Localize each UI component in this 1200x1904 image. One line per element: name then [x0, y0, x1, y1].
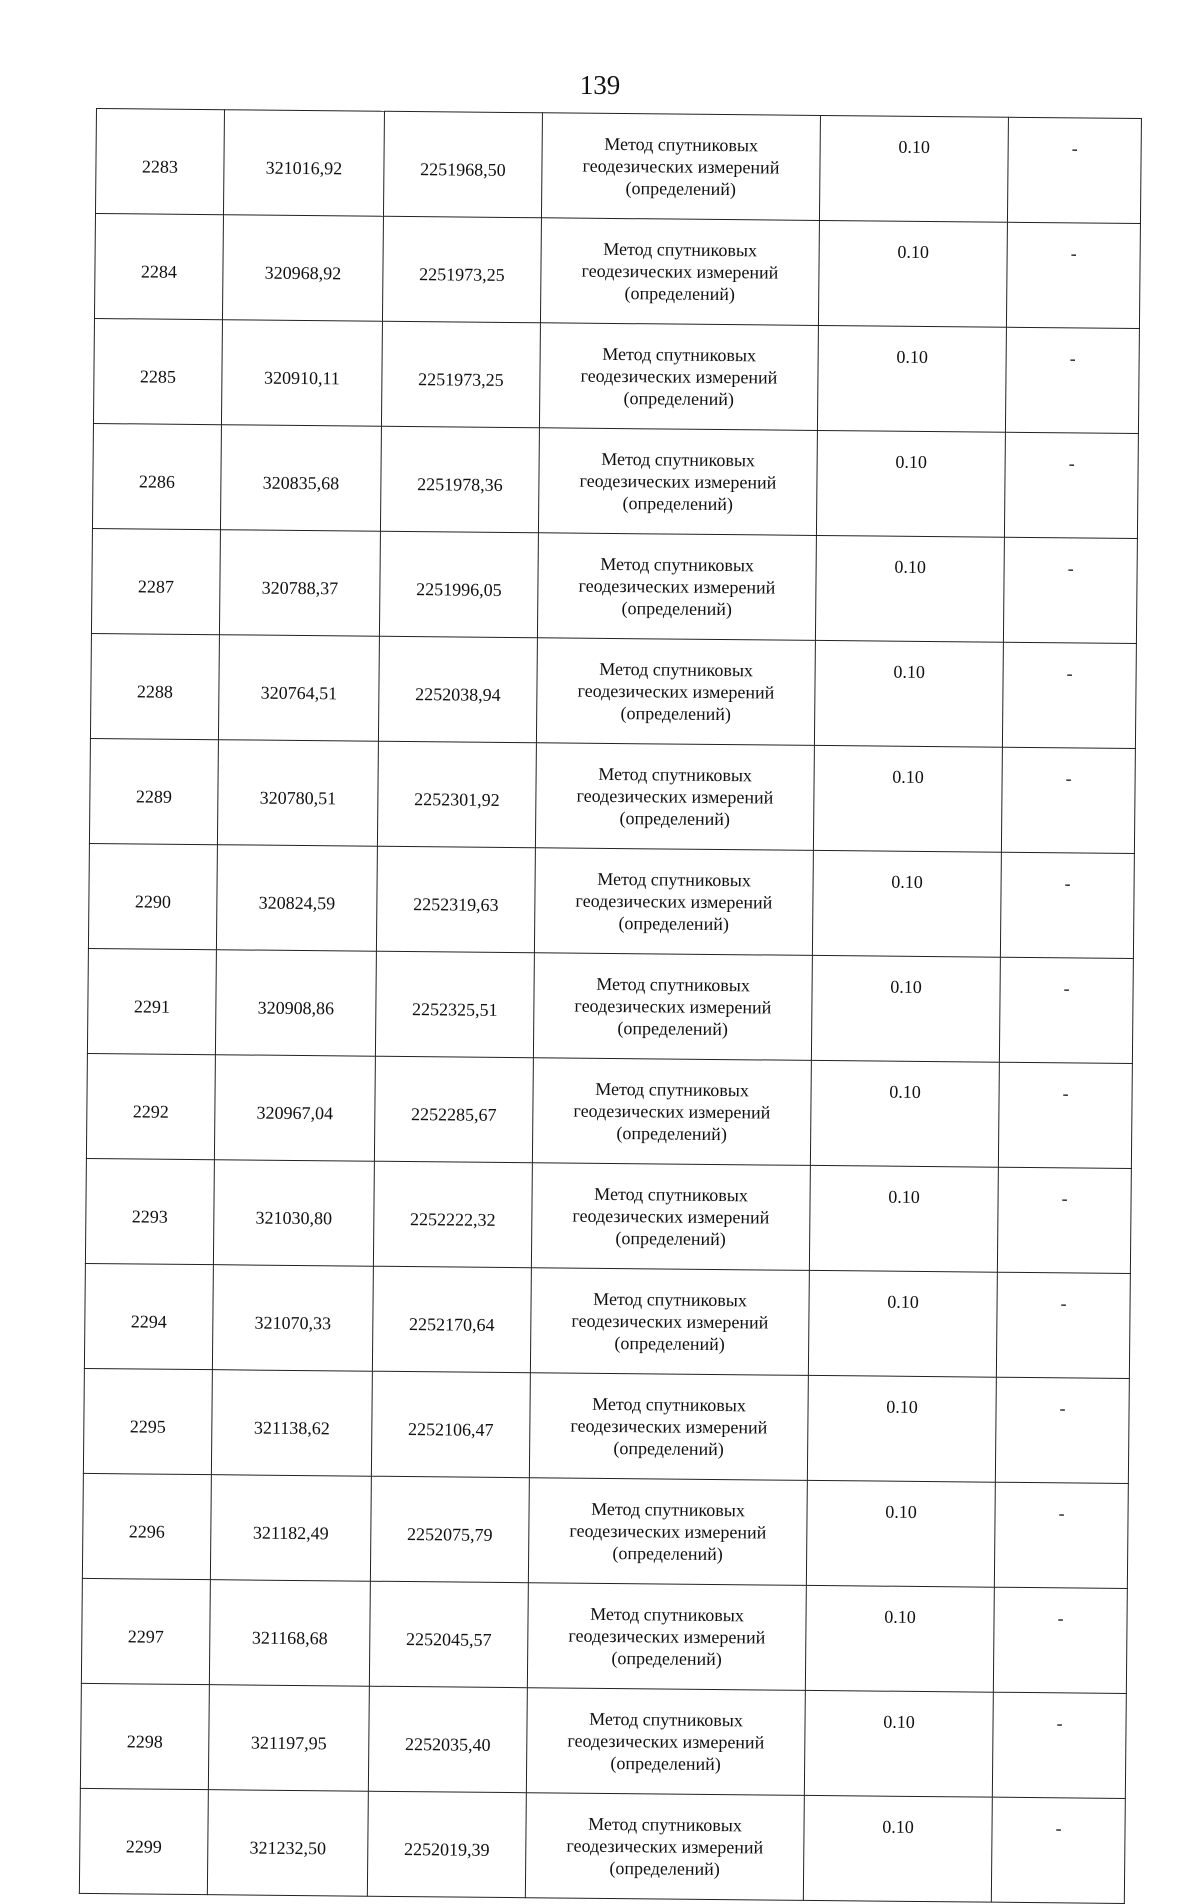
method-line: Метод спутниковых	[591, 1498, 746, 1521]
x-coordinate-cell: 320780,51	[217, 740, 378, 847]
y-coordinate-cell: 2252035,40	[368, 1686, 527, 1793]
x-coordinate-cell: 320908,86	[215, 950, 376, 1057]
method-line: (определений)	[622, 493, 734, 515]
y-coordinate-cell: 2252075,79	[370, 1476, 529, 1583]
y-coordinate-cell: 2252325,51	[375, 951, 534, 1058]
table-row	[94, 213, 1140, 328]
y-coordinate-cell: 2252319,63	[376, 846, 535, 953]
method-line: Метод спутниковых	[600, 553, 755, 576]
x-coordinate-cell: 320788,37	[219, 530, 380, 637]
table-body	[79, 109, 1141, 1904]
method-line: Метод спутниковых	[598, 763, 753, 786]
accuracy-cell: 0.10	[814, 640, 1003, 747]
method-line: геодезических измерений	[573, 1100, 771, 1123]
note-cell: -	[993, 1587, 1127, 1693]
x-coordinate-cell: 320910,11	[221, 320, 382, 427]
x-coordinate-cell: 320764,51	[218, 635, 379, 742]
table-row	[80, 1683, 1126, 1798]
method-cell	[532, 1058, 811, 1166]
method-cell	[525, 1793, 804, 1901]
point-id-cell: 2283	[95, 109, 224, 215]
method-line: (определений)	[609, 1858, 720, 1880]
accuracy-cell: 0.10	[810, 1060, 999, 1167]
accuracy-cell: 0.10	[804, 1690, 993, 1797]
method-line: геодезических измерений	[567, 1730, 765, 1753]
note-cell: -	[1001, 747, 1135, 853]
x-coordinate-cell: 321232,50	[207, 1790, 368, 1897]
table-row	[88, 843, 1134, 958]
method-line: Метод спутниковых	[588, 1813, 742, 1836]
method-cell	[539, 323, 818, 431]
method-line: (определений)	[618, 913, 729, 935]
table-row	[93, 318, 1139, 433]
method-line: Метод спутниковых	[603, 238, 758, 261]
x-coordinate-cell: 321016,92	[223, 110, 384, 217]
note-cell: -	[1005, 327, 1139, 433]
note-cell: -	[992, 1692, 1126, 1798]
table-row	[84, 1263, 1130, 1378]
table-row	[79, 1788, 1125, 1903]
note-cell: -	[996, 1272, 1130, 1378]
method-cell	[538, 428, 817, 536]
method-line: (определений)	[619, 808, 730, 830]
note-cell: -	[1004, 432, 1138, 538]
table-row	[91, 528, 1137, 643]
method-line: геодезических измерений	[580, 365, 778, 388]
method-line: (определений)	[614, 1333, 725, 1355]
note-cell: -	[1007, 117, 1141, 223]
method-line: геодезических измерений	[572, 1205, 770, 1228]
method-line: (определений)	[625, 178, 737, 200]
point-id-cell: 2293	[85, 1158, 214, 1264]
point-id-cell: 2287	[91, 528, 220, 634]
note-cell: -	[1002, 642, 1136, 748]
method-line: (определений)	[612, 1543, 723, 1565]
note-cell: -	[991, 1797, 1125, 1903]
method-cell	[533, 953, 812, 1061]
x-coordinate-cell: 321070,33	[212, 1265, 373, 1372]
method-line: геодезических измерений	[581, 260, 779, 283]
method-cell	[535, 743, 814, 851]
y-coordinate-cell: 2252285,67	[374, 1056, 533, 1163]
method-line: геодезических измерений	[582, 155, 780, 178]
method-cell	[527, 1583, 806, 1691]
table-row	[89, 738, 1135, 853]
note-cell: -	[997, 1167, 1131, 1273]
method-line: Метод спутниковых	[597, 868, 752, 891]
method-line: Метод спутниковых	[594, 1183, 749, 1206]
method-cell	[531, 1163, 810, 1271]
y-coordinate-cell: 2252038,94	[378, 636, 537, 743]
table-row	[90, 633, 1136, 748]
note-cell: -	[994, 1482, 1128, 1588]
method-line: (определений)	[617, 1018, 728, 1040]
method-line: геодезических измерений	[575, 890, 773, 913]
x-coordinate-cell: 321182,49	[210, 1475, 371, 1582]
y-coordinate-cell: 2252045,57	[369, 1581, 528, 1688]
accuracy-cell: 0.10	[808, 1270, 997, 1377]
point-id-cell: 2286	[92, 423, 221, 529]
method-line: геодезических измерений	[568, 1625, 766, 1648]
point-id-cell: 2291	[87, 948, 216, 1054]
accuracy-cell: 0.10	[813, 745, 1002, 852]
method-line: геодезических измерений	[579, 470, 777, 493]
method-line: (определений)	[624, 283, 736, 305]
method-cell	[541, 113, 820, 221]
note-cell: -	[1003, 537, 1137, 643]
method-cell	[528, 1478, 807, 1586]
point-id-cell: 2292	[86, 1053, 215, 1159]
method-line: геодезических измерений	[566, 1835, 764, 1858]
point-id-cell: 2295	[83, 1368, 212, 1474]
accuracy-cell: 0.10	[819, 115, 1008, 222]
method-line: Метод спутниковых	[593, 1288, 748, 1311]
method-line: (определений)	[621, 598, 733, 620]
method-line: Метод спутниковых	[599, 658, 754, 681]
accuracy-cell: 0.10	[805, 1585, 994, 1692]
y-coordinate-cell: 2252106,47	[371, 1371, 530, 1478]
note-cell: -	[995, 1377, 1129, 1483]
x-coordinate-cell: 320824,59	[216, 845, 377, 952]
table-row	[86, 1053, 1132, 1168]
coordinates-table-wrapper	[79, 108, 1142, 1904]
table-row	[85, 1158, 1131, 1273]
point-id-cell: 2296	[82, 1473, 211, 1579]
point-id-cell: 2299	[79, 1788, 208, 1894]
y-coordinate-cell: 2252301,92	[377, 741, 536, 848]
point-id-cell: 2298	[80, 1683, 209, 1789]
method-cell	[526, 1688, 805, 1796]
method-cell	[534, 848, 813, 956]
accuracy-cell: 0.10	[807, 1375, 996, 1482]
y-coordinate-cell: 2251968,50	[383, 111, 542, 218]
method-cell	[530, 1268, 809, 1376]
method-line: геодезических измерений	[569, 1520, 767, 1543]
coordinates-table	[79, 108, 1142, 1904]
y-coordinate-cell: 2251973,25	[382, 216, 541, 323]
note-cell: -	[999, 957, 1133, 1063]
x-coordinate-cell: 321197,95	[208, 1685, 369, 1792]
table-row	[83, 1368, 1129, 1483]
method-line: геодезических измерений	[576, 785, 774, 808]
accuracy-cell: 0.10	[816, 430, 1005, 537]
method-cell	[536, 638, 815, 746]
method-line: (определений)	[613, 1438, 724, 1460]
method-line: (определений)	[616, 1123, 727, 1145]
x-coordinate-cell: 321168,68	[209, 1580, 370, 1687]
accuracy-cell: 0.10	[806, 1480, 995, 1587]
table-row	[92, 423, 1138, 538]
method-line: Метод спутниковых	[601, 448, 756, 471]
table-row	[82, 1473, 1128, 1588]
accuracy-cell: 0.10	[818, 220, 1007, 327]
accuracy-cell: 0.10	[809, 1165, 998, 1272]
point-id-cell: 2289	[89, 738, 218, 844]
table-row	[81, 1578, 1127, 1693]
method-line: (определений)	[610, 1753, 721, 1775]
point-id-cell: 2290	[88, 843, 217, 949]
method-line: Метод спутниковых	[589, 1708, 743, 1731]
y-coordinate-cell: 2251996,05	[379, 531, 538, 638]
accuracy-cell: 0.10	[811, 955, 1000, 1062]
x-coordinate-cell: 321138,62	[211, 1370, 372, 1477]
accuracy-cell: 0.10	[803, 1795, 992, 1902]
method-line: Метод спутниковых	[602, 343, 757, 366]
method-line: (определений)	[620, 703, 731, 725]
point-id-cell: 2285	[93, 318, 222, 424]
point-id-cell: 2297	[81, 1578, 210, 1684]
method-line: (определений)	[615, 1228, 726, 1250]
method-cell	[540, 218, 819, 326]
method-line: Метод спутниковых	[596, 973, 751, 996]
accuracy-cell: 0.10	[815, 535, 1004, 642]
method-line: (определений)	[623, 388, 735, 410]
note-cell: -	[1000, 852, 1134, 958]
method-cell	[529, 1373, 808, 1481]
table-row	[95, 109, 1141, 224]
x-coordinate-cell: 320835,68	[220, 425, 381, 532]
point-id-cell: 2288	[90, 633, 219, 739]
method-line: Метод спутниковых	[590, 1603, 745, 1626]
method-line: геодезических измерений	[578, 575, 776, 598]
y-coordinate-cell: 2251978,36	[380, 426, 539, 533]
method-line: Метод спутниковых	[595, 1078, 750, 1101]
method-line: (определений)	[611, 1648, 722, 1670]
accuracy-cell: 0.10	[812, 850, 1001, 957]
point-id-cell: 2294	[84, 1263, 213, 1369]
x-coordinate-cell: 320967,04	[214, 1055, 375, 1162]
method-line: Метод спутниковых	[592, 1393, 747, 1416]
y-coordinate-cell: 2252170,64	[372, 1266, 531, 1373]
method-line: геодезических измерений	[570, 1415, 768, 1438]
method-line: Метод спутниковых	[604, 133, 759, 156]
note-cell: -	[1006, 222, 1140, 328]
x-coordinate-cell: 320968,92	[222, 215, 383, 322]
method-line: геодезических измерений	[577, 680, 775, 703]
page-number: 139	[579, 70, 621, 100]
y-coordinate-cell: 2251973,25	[381, 321, 540, 428]
point-id-cell: 2284	[94, 213, 223, 319]
table-row	[87, 948, 1133, 1063]
method-line: геодезических измерений	[571, 1310, 769, 1333]
method-line: геодезических измерений	[574, 995, 772, 1018]
accuracy-cell: 0.10	[817, 325, 1006, 432]
note-cell: -	[998, 1062, 1132, 1168]
y-coordinate-cell: 2252019,39	[367, 1791, 526, 1898]
y-coordinate-cell: 2252222,32	[373, 1161, 532, 1268]
x-coordinate-cell: 321030,80	[213, 1160, 374, 1267]
method-cell	[537, 533, 816, 641]
